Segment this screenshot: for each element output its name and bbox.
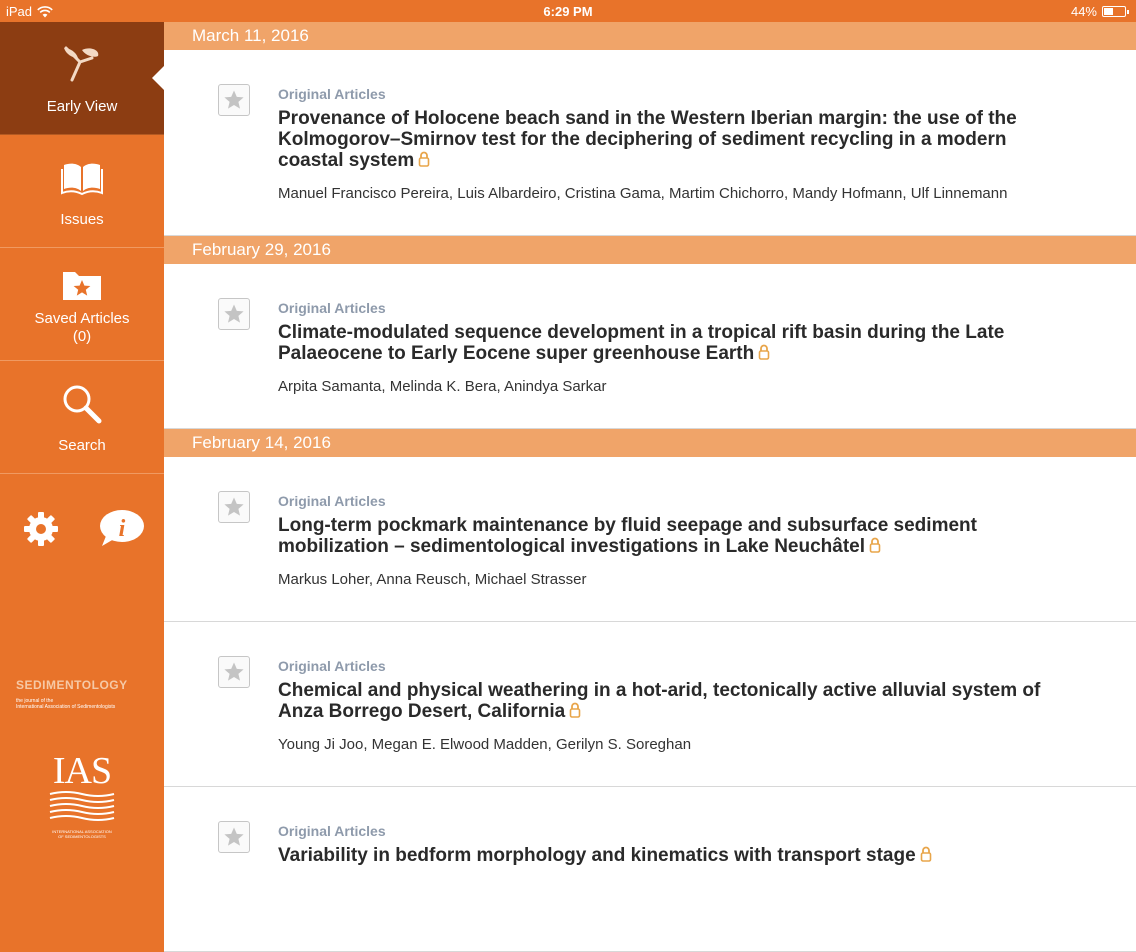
sidebar-item-search[interactable] [0, 361, 164, 474]
article-title-text: Provenance of Holocene beach sand in the Western Iberian margin: the use of the Kolmogorov–Smirnov test for the deciphering of sediment recycling in a modern coastal system [278, 108, 1017, 171]
save-star-button[interactable] [218, 298, 250, 330]
sedimentology-name: SEDIMENTOLOGY [16, 678, 128, 692]
svg-text:i: i [118, 516, 126, 542]
sidebar-item-saved-articles[interactable] [0, 248, 164, 361]
ias-tagline-2: OF SEDIMENTOLOGISTS [58, 834, 106, 839]
save-star-button[interactable] [218, 821, 250, 853]
article-title-text: Climate-modulated sequence development in a tropical rift basin during the Late Palaeocene to Early Eocene super greenhouse Earth [278, 322, 1005, 364]
star-icon [223, 303, 245, 325]
sidebar-item-label: Early View [46, 98, 118, 115]
info-icon[interactable] [98, 508, 146, 548]
article-authors: Manuel Francisco Pereira, Luis Albardeiro, Cristina Gama, Martim Chichorro, Mandy Hofmann, Ulf Linnemann [278, 185, 1008, 202]
star-folder-icon [0, 266, 164, 310]
article-authors: Young Ji Joo, Megan E. Elwood Madden, Gerilyn S. Soreghan [278, 736, 692, 753]
sedimentology-tagline-2: International Association of Sedimentologists [16, 704, 116, 710]
article-category: Original Articles [278, 658, 386, 674]
article-title[interactable] [278, 845, 1076, 866]
lock-icon [920, 846, 932, 862]
sidebar-tools [0, 492, 164, 562]
article-item[interactable] [164, 787, 1136, 952]
article-category: Original Articles [278, 493, 386, 509]
article-category: Original Articles [278, 300, 386, 316]
battery-fill [1104, 8, 1113, 15]
article-title-text: Long-term pockmark maintenance by fluid seepage and subsurface sediment mobilization – sedimentological investigations in Lake Neuchâtel [278, 515, 977, 557]
lock-icon [569, 702, 581, 718]
sidebar-item-label: Search [58, 437, 106, 454]
sidebar-item-early-view[interactable] [0, 22, 164, 135]
sidebar-item-label: Issues [60, 211, 104, 228]
date-header: February 14, 2016 [164, 429, 1136, 457]
battery-percent: 44% [1070, 4, 1097, 19]
article-title[interactable] [278, 680, 1076, 722]
device-label: iPad [6, 4, 33, 19]
save-star-button[interactable] [218, 84, 250, 116]
saved-count: (0) [72, 328, 92, 345]
article-category: Original Articles [278, 86, 386, 102]
status-time: 6:29 PM [543, 4, 593, 19]
save-star-button[interactable] [218, 656, 250, 688]
magnifier-icon [0, 383, 164, 427]
article-item[interactable] [164, 622, 1136, 787]
date-header: February 29, 2016 [164, 236, 1136, 264]
star-icon [223, 89, 245, 111]
article-authors: Markus Loher, Anna Reusch, Michael Strasser [278, 571, 587, 588]
article-item[interactable] [164, 457, 1136, 622]
save-star-button[interactable] [218, 491, 250, 523]
sidebar [0, 22, 164, 852]
gear-icon[interactable] [22, 510, 60, 548]
article-title[interactable] [278, 322, 1076, 364]
article-title-text: Variability in bedform morphology and kinematics with transport stage [278, 845, 916, 866]
lock-icon [758, 344, 770, 360]
article-category: Original Articles [278, 823, 386, 839]
sedimentology-logo [16, 678, 128, 710]
article-list [164, 22, 1136, 866]
lock-icon [869, 537, 881, 553]
ias-tagline-1: INTERNATIONAL ASSOCIATION [52, 829, 112, 834]
ias-waves-icon [48, 790, 116, 824]
article-item[interactable] [164, 264, 1136, 429]
star-icon [223, 661, 245, 683]
star-icon [223, 826, 245, 848]
status-bar [0, 0, 1136, 22]
battery-icon [1102, 6, 1126, 17]
sidebar-item-issues[interactable] [0, 135, 164, 248]
status-right [1071, 4, 1126, 19]
date-header: March 11, 2016 [164, 22, 1136, 50]
sedimentology-tagline-1: the journal of the [16, 698, 54, 704]
article-item[interactable] [164, 50, 1136, 236]
ias-logo [48, 750, 116, 839]
open-book-icon [0, 157, 164, 201]
ias-letters: IAS [52, 750, 112, 792]
sidebar-item-label: Saved Articles [34, 310, 130, 327]
star-icon [223, 496, 245, 518]
lock-icon [418, 151, 430, 167]
article-title-text: Chemical and physical weathering in a hot-arid, tectonically active alluvial system of Anza Borrego Desert, California [278, 680, 1041, 722]
article-authors: Arpita Samanta, Melinda K. Bera, Anindya Sarkar [278, 378, 607, 395]
early-view-icon [0, 44, 164, 88]
article-title[interactable] [278, 515, 1076, 557]
article-title[interactable] [278, 108, 1076, 171]
